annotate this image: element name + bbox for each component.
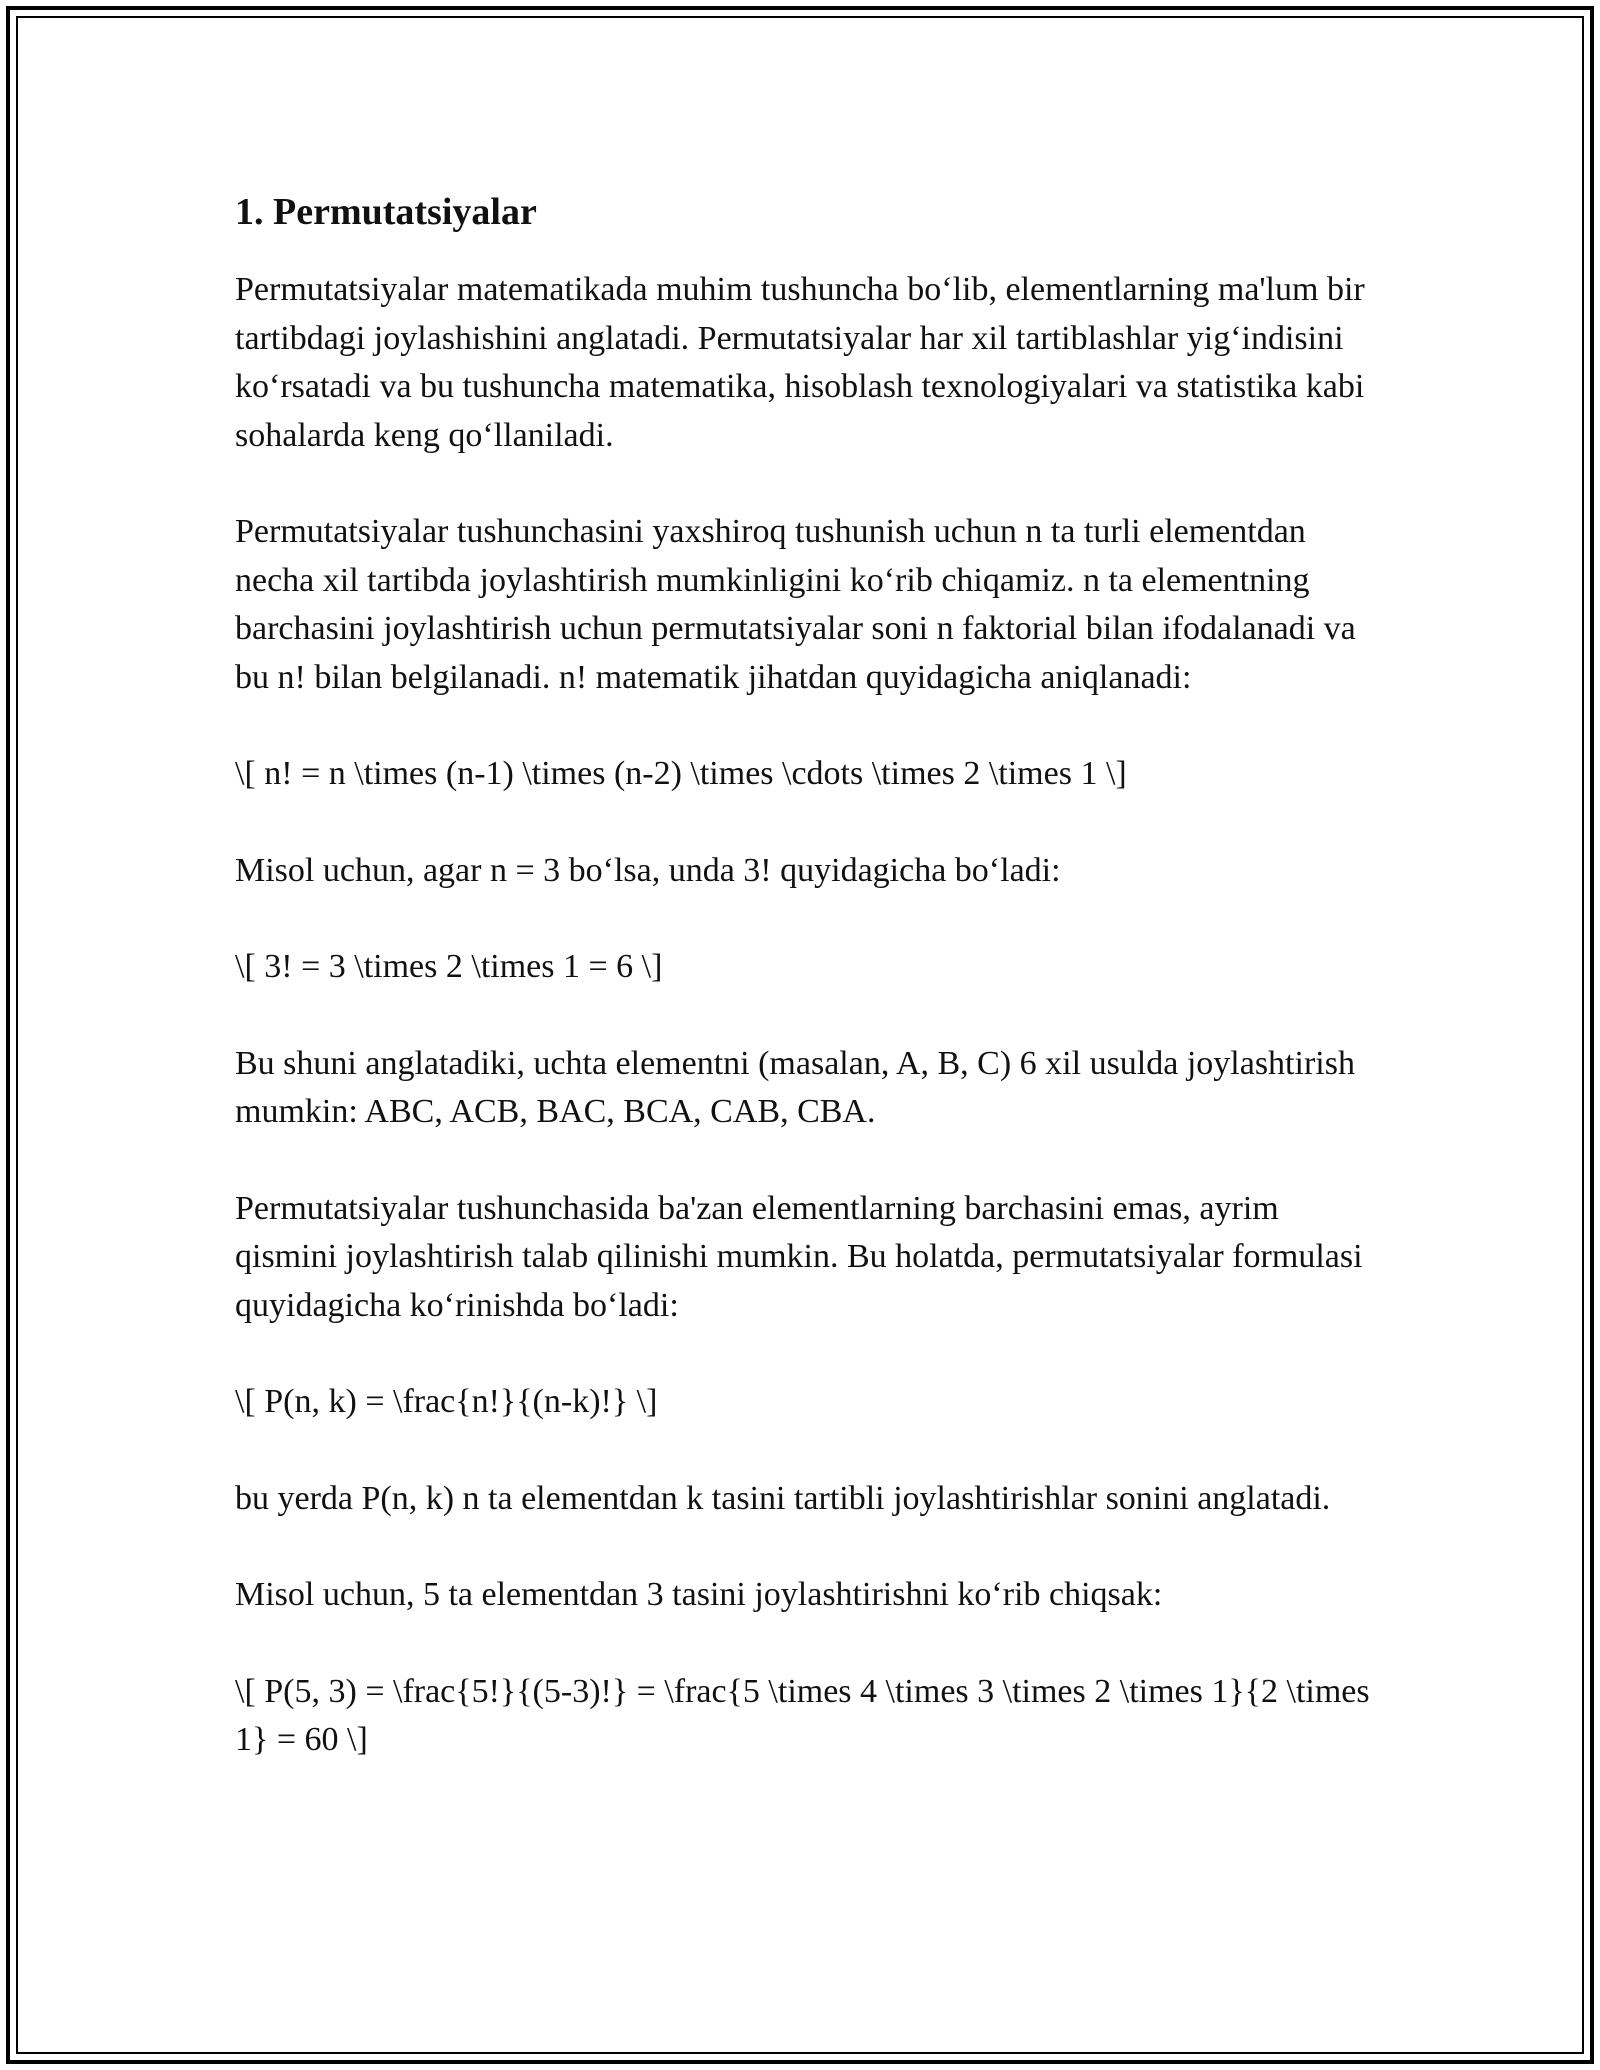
paragraph-example-5-3: Misol uchun, 5 ta elementdan 3 tasini joylashtirishni ko‘rib chiqsak: [235, 1576, 1163, 1613]
section-heading: 1. Permutatsiyalar [235, 191, 537, 233]
paragraph-partial-permutation: Permutatsiyalar tushunchasida ba'zan elementlarning barchasini emas, ayrim qismini joylashtirish talab qilinishi mumkin. Bu holatda, permutatsiyalar formulasi quyidagicha ko‘rinishda bo‘ladi: [235, 1189, 1363, 1324]
paragraph-factorial-definition: Permutatsiyalar tushunchasini yaxshiroq tushunish uchun n ta turli elementdan necha xil tartibda joylashtirish mumkinligini ko‘rib chiqamiz. n ta elementning barchasini joylashtirish uchun permutatsiyalar soni n faktorial bilan ifodalanadi va bu n! bilan belgilanadi. n! matematik jihatdan quyidagicha aniqlanadi: [235, 513, 1356, 696]
formula-factorial: \[ n! = n \times (n-1) \times (n-2) \times \cdots \times 2 \times 1 \] [235, 755, 1127, 792]
formula-pnk: \[ P(n, k) = \frac{n!}{(n-k)!} \] [235, 1383, 658, 1420]
paragraph-pnk-meaning: bu yerda P(n, k) n ta elementdan k tasini tartibli joylashtirishlar sonini anglatadi. [235, 1479, 1331, 1517]
paragraph-intro: Permutatsiyalar matematikada muhim tushuncha bo‘lib, elementlarning ma'lum bir tartibdagi joylashishini anglatadi. Permutatsiyalar har xil tartiblashlar yig‘indisini ko‘rsatadi va bu tushuncha matematika, hisoblash texnologiyalari va statistika kabi sohalarda keng qo‘llaniladi. [235, 271, 1365, 454]
formula-3-factorial: \[ 3! = 3 \times 2 \times 1 = 6 \] [235, 948, 663, 985]
paragraph-abc-arrangements: Bu shuni anglatadiki, uchta elementni (masalan, A, B, C) 6 xil usulda joylashtirish mumkin: ABC, ACB, BAC, BCA, CAB, CBA. [235, 1044, 1355, 1130]
paragraph-example-intro: Misol uchun, agar n = 3 bo‘lsa, unda 3! quyidagicha bo‘ladi: [235, 851, 1061, 889]
formula-p-5-3: \[ P(5, 3) = \frac{5!}{(5-3)!} = \frac{5 \times 4 \times 3 \times 2 \times 1}{2 \times 1} = 60 \] [235, 1672, 1370, 1758]
document-body [235, 188, 1375, 1765]
